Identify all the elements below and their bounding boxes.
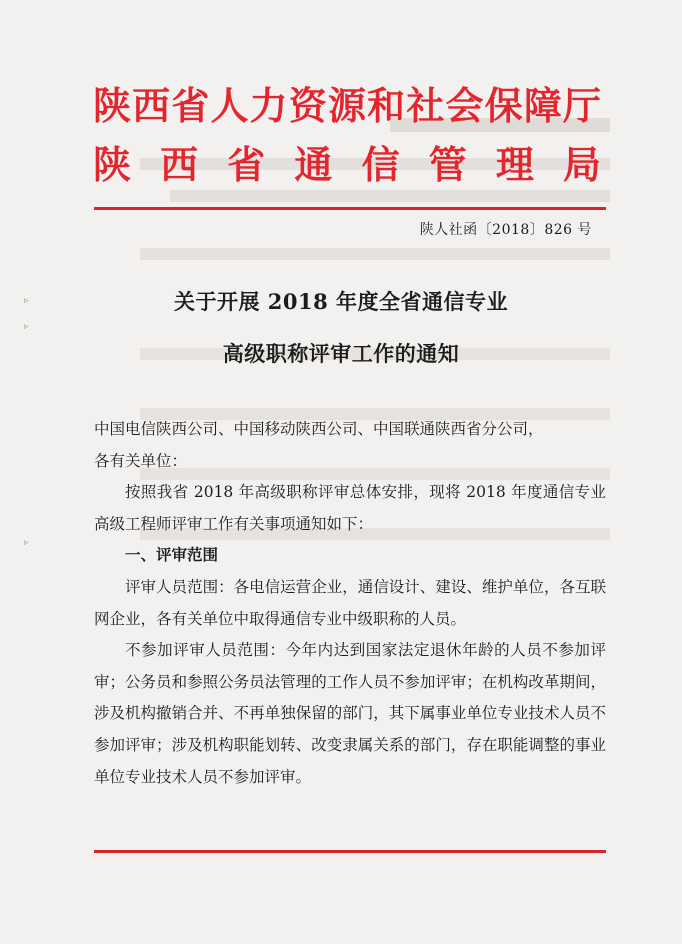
title-line-1: 关于开展 2018 年度全省通信专业: [173, 289, 509, 314]
title-line-2: 高级职称评审工作的通知: [222, 341, 460, 366]
header-red-rule: [94, 207, 606, 210]
section-1-heading: 一、评审范围: [125, 546, 219, 565]
section-1-paragraph-1: 评审人员范围：各电信运营企业，通信设计、建设、维护单位，各互联网企业，各有关单位中取得通信专业中级职称的人员。: [94, 577, 606, 628]
issuer-line-1: 陕西省人力资源和社会保障厅: [93, 83, 601, 128]
document-number: 陕人社函〔2018〕826 号: [419, 222, 592, 238]
document-body: [94, 414, 606, 793]
addressees-line-1: 中国电信陕西公司、中国移动陕西公司、中国联通陕西省分公司，: [94, 420, 544, 438]
intro-paragraph: 按照我省 2018 年高级职称评审总体安排，现将 2018 年度通信专业高级工程师评审工作有关事项通知如下：: [94, 483, 606, 533]
punch-mark-icon: ▹: [24, 538, 29, 548]
addressees-line-2: 各有关单位：: [94, 451, 188, 470]
footer-red-rule: [94, 850, 606, 853]
punch-mark-icon: ▹: [24, 296, 29, 306]
issuer-line-2: 陕西省通信管理局: [93, 142, 601, 187]
punch-mark-icon: ▹: [24, 322, 29, 332]
section-1-paragraph-2: 不参加评审人员范围：今年内达到国家法定退休年龄的人员不参加评审；公务员和参照公务员法管理的工作人员不参加评审；在机构改革期间，涉及机构撤销合并、不再单独保留的部门，其下属事业单位专业技术人员不参加评审；涉及机构职能划转、改变隶属关系的部门，存在职能调整的事业单位专业技术人员不参加评审。: [94, 641, 606, 786]
